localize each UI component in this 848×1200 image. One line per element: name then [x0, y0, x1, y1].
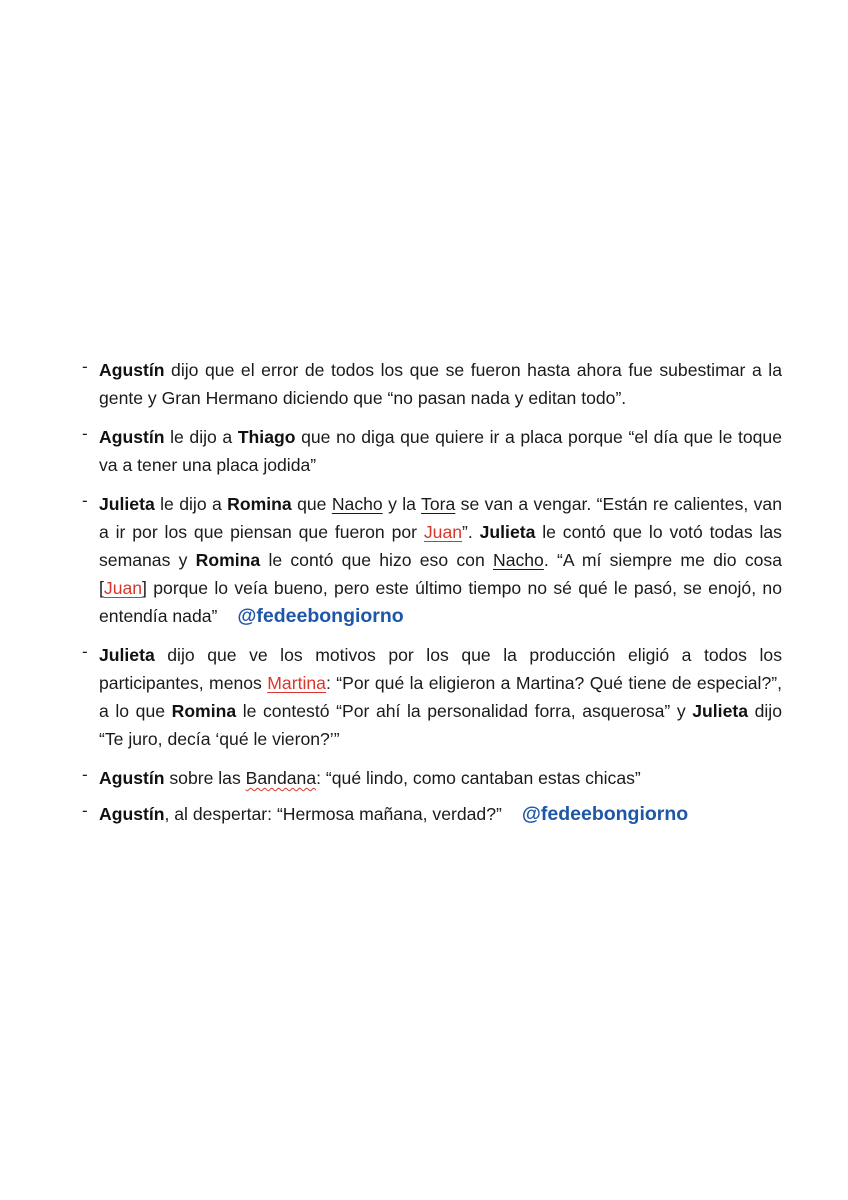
list-dash: - — [82, 424, 88, 443]
text-run: : “qué lindo, como cantaban estas chicas” — [316, 768, 641, 788]
name-bold: Romina — [195, 550, 261, 570]
document-body — [82, 356, 782, 839]
list-dash: - — [82, 801, 88, 820]
text-run: dijo que ve los motivos por los que la producción eligió a todos los participantes, menos — [99, 645, 782, 693]
list-item — [82, 764, 782, 792]
text-run: . “A mí siempre me dio cosa [ — [99, 550, 782, 598]
underlined-name: Tora — [421, 494, 456, 514]
list-item — [82, 423, 782, 479]
text-run: se van a vengar. “Están re calientes, van a ir por los que piensan que fueron por — [99, 494, 783, 542]
name-bold: Julieta — [99, 645, 155, 665]
name-bold: Romina — [171, 701, 237, 721]
text-run: le dijo a — [164, 427, 238, 447]
red-underlined-name: Juan — [103, 578, 143, 598]
name-bold: Julieta — [692, 701, 749, 721]
name-bold: Agustín — [99, 768, 165, 788]
text-run: le contó que lo votó todas las semanas y — [99, 522, 782, 570]
text-run: que — [291, 494, 332, 514]
watermark-handle: @fedeebongiorno — [521, 803, 689, 825]
watermark-handle: @fedeebongiorno — [237, 605, 404, 627]
text-run: le dijo a — [154, 494, 228, 514]
text-run: sobre las — [164, 768, 246, 788]
name-bold: Julieta — [99, 494, 155, 514]
text-run: dijo “Te juro, decía ‘qué le vieron?’” — [99, 701, 782, 749]
underlined-name: Nacho — [492, 550, 544, 570]
red-underlined-name: Juan — [423, 522, 463, 542]
text-run: : “Por qué la eligieron a Martina? Qué tiene de especial?”, a lo que — [99, 673, 782, 721]
list-dash: - — [82, 765, 88, 784]
list-item — [82, 356, 782, 412]
text-run: ”. — [462, 522, 480, 542]
text-run: dijo que el error de todos los que se fueron hasta ahora fue subestimar a la gente y Gran Hermano diciendo que “no pasan nada y editan todo”. — [99, 360, 782, 408]
text-run: , al despertar: “Hermosa mañana, verdad?” — [164, 804, 502, 824]
name-bold: Agustín — [99, 360, 165, 380]
list-item — [82, 641, 782, 753]
text-run: que no diga que quiere ir a placa porque “el día que le toque va a tener una placa jodida” — [99, 427, 782, 475]
list-item — [82, 490, 782, 630]
name-bold: Julieta — [479, 522, 536, 542]
name-bold: Agustín — [99, 427, 165, 447]
name-bold: Agustín — [99, 804, 165, 824]
text-run: y la — [382, 494, 422, 514]
red-underlined-name: Martina — [267, 673, 326, 693]
list-dash: - — [82, 642, 88, 661]
text-run: ] porque lo veía bueno, pero este último tiempo no sé qué le pasó, se enojó, no entendía nada” — [99, 578, 782, 626]
list-dash: - — [82, 491, 88, 510]
spellcheck-word: Bandana — [245, 768, 317, 788]
text-run: le contó que hizo eso con — [260, 550, 493, 570]
underlined-name: Nacho — [331, 494, 383, 514]
name-bold: Romina — [227, 494, 292, 514]
list-dash: - — [82, 357, 88, 376]
text-run: le contestó “Por ahí la personalidad forra, asquerosa” y — [236, 701, 693, 721]
list-item — [82, 800, 782, 828]
name-bold: Thiago — [237, 427, 296, 447]
